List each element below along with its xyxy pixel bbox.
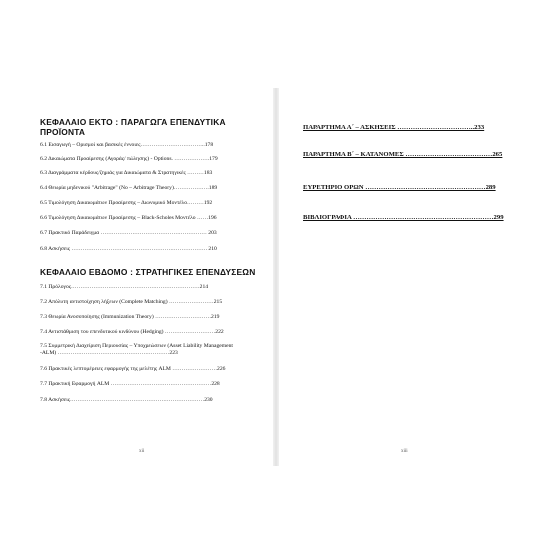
toc-entry-7-8[interactable]: 7.8 Ασκήσεις………………………………………………………………230 xyxy=(40,397,213,403)
toc-entry-7-3[interactable]: 7.3 Θεωρία Ανοσοποίησης (Immunization Theory) …………………………219 xyxy=(40,314,220,320)
toc-appendix-a[interactable]: ΠΑΡΑΡΤΗΜΑ Α΄ – ΑΣΚΗΣΕΙΣ ……………………………..233 xyxy=(303,124,485,131)
toc-appendix-b[interactable]: ΠΑΡΑΡΤΗΜΑ Β΄ – ΚΑΤΑΝΟΜΕΣ …………………………………265 xyxy=(303,151,503,158)
toc-entry-7-4[interactable]: 7.4 Αντιστάθμιση του επενδυτικού κινδύνου (Hedging) ………………………222 xyxy=(40,329,224,335)
toc-index[interactable]: ΕΥΡΕΤΗΡΙΟ ΟΡΩΝ ………………………………………………289 xyxy=(303,184,496,191)
toc-entry-6-5[interactable]: 6.5 Τιμολόγηση Δικαιωμάτων Προαίρεσης – Διωνυμικό Μοντέλο………192 xyxy=(40,200,213,206)
toc-entry-7-6[interactable]: 7.6 Πρακτικές λεπτομέρειες εφαρμογής της μελέτης ALM ……………………226 xyxy=(40,366,226,372)
toc-entry-7-5[interactable]: 7.5 Συμμετρική Διαχείριση Περιουσίας – Υποχρεώσεων (Asset Liability Management -ALM) ……………………………………………………223 xyxy=(40,343,233,356)
left-page-number: xii xyxy=(139,449,145,454)
toc-entry-6-7[interactable]: 6.7 Πρακτικό Παράδειγμα ………………………………………………… 203 xyxy=(40,230,217,236)
toc-entry-7-2[interactable]: 7.2 Απόλυτη αντιστοίχηση λήξεων (Complete Matching) ……………………215 xyxy=(40,299,223,305)
toc-entry-7-1[interactable]: 7.1 Πρόλογος……………………………………………………………214 xyxy=(40,284,209,290)
toc-entry-6-6[interactable]: 6.6 Τιμολόγηση Δικαιωμάτων Προαίρεσης – Black-Scholes Μοντέλο ……196 xyxy=(40,215,217,221)
toc-entry-6-3[interactable]: 6.3 Διαγράμματα κέρδους/ζημιάς για Δικαιώματα & Στρατηγικές ………183 xyxy=(40,170,213,176)
toc-entry-7-7[interactable]: 7.7 Πρακτική Εφαρμογή ALM ………………………………………………228 xyxy=(40,381,220,387)
toc-entry-6-4[interactable]: 6.4 Θεωρία μηδενικού "Arbitrage" (No – Arbitrage Theory)……………….189 xyxy=(40,185,218,191)
right-page xyxy=(276,88,530,466)
chapter7-title: ΚΕΦΑΛΑΙΟ ΕΒΔΟΜΟ : ΣΤΡΑΤΗΓΙΚΕΣ ΕΠΕΝΔΥΣΕΩΝ xyxy=(40,267,256,277)
toc-bibliography[interactable]: ΒΙΒΛΙΟΓΡΑΦΙΑ ………………………………………………………299 xyxy=(303,214,504,221)
right-page-number: xiii xyxy=(401,449,408,454)
toc-entry-6-8[interactable]: 6.8 Ασκήσεις ………………………………………………………………. 210 xyxy=(40,246,217,252)
book-gutter xyxy=(273,88,279,466)
toc-entry-6-2[interactable]: 6.2 Δικαιώματα Προαίρεσης (Αγοράς/ πώλησης) - Options. ……………….179 xyxy=(40,156,218,162)
toc-entry-6-1[interactable]: 6.1 Εισαγωγή – Ορισμοί και βασικές έννοιες……………………………..178 xyxy=(40,142,214,148)
chapter6-title: ΚΕΦΑΛΑΙΟ ΕΚΤΟ : ΠΑΡΑΓΩΓΑ ΕΠΕΝΔΥΤΙΚΑ ΠΡΟΪΟΝΤΑ xyxy=(40,117,226,137)
